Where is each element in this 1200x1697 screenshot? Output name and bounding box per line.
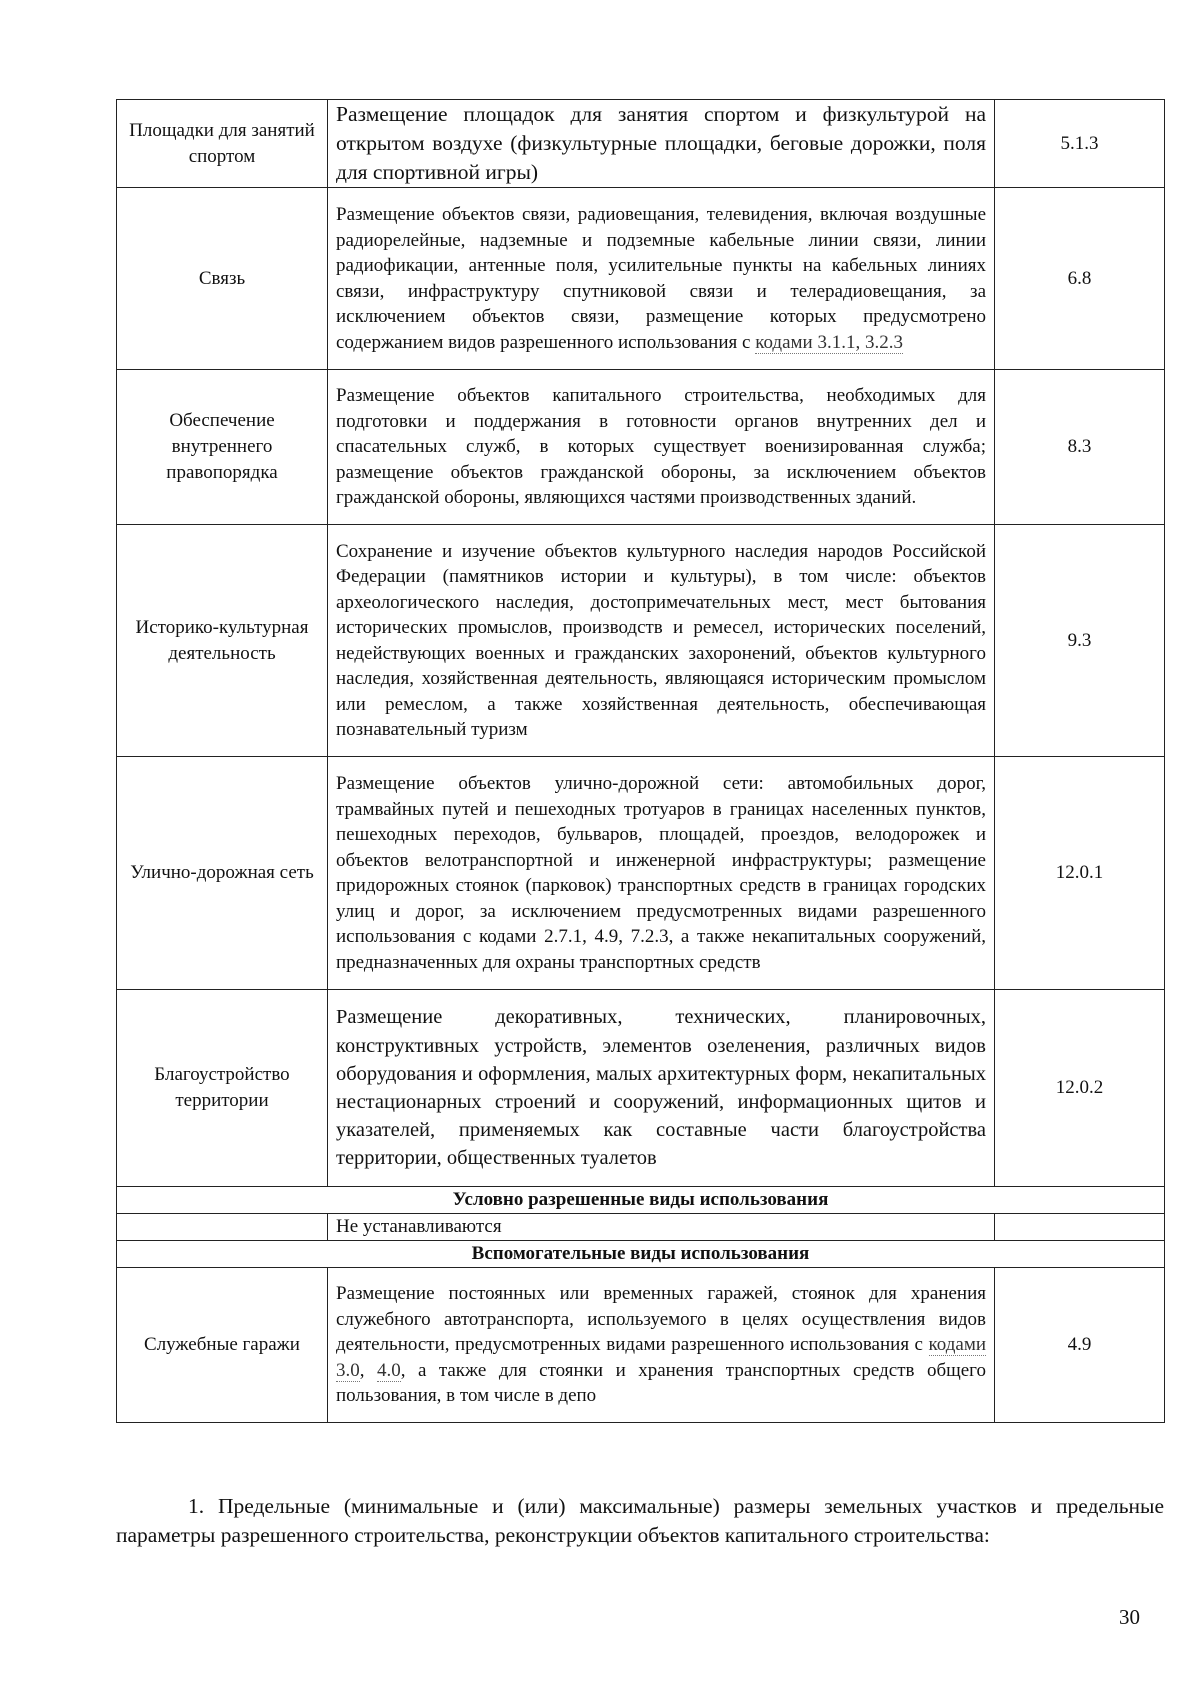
empty-cell (995, 1214, 1165, 1241)
table-row (117, 757, 1165, 990)
use-code: 12.0.1 (995, 757, 1165, 990)
table-row (117, 990, 1165, 1187)
use-name: Историко-культурная деятельность (117, 525, 328, 757)
use-description: Размещение декоративных, технических, планировочных, конструктивных устройств, элементов озеленения, различных видов оборудования и оформления, малых архитектурных форм, некапитальных нестационарных строений и сооружений, информационных щитов и указателей, применяемых как составные части благоустройства территории, общественных туалетов (328, 990, 995, 1187)
table-row (117, 1268, 1165, 1423)
use-code: 5.1.3 (995, 100, 1165, 188)
use-name: Служебные гаражи (117, 1268, 328, 1423)
use-name: Обеспечение внутреннего правопорядка (117, 370, 328, 525)
use-name: Связь (117, 188, 328, 370)
use-description: Размещение объектов капитального строительства, необходимых для подготовки и поддержания в готовности органов внутренних дел и спасательных служб, в которых существует военизированная служба; размещение объектов гражданской обороны, за исключением объектов гражданской обороны, являющихся частями производственных зданий. (328, 370, 995, 525)
land-use-table (116, 99, 1165, 1423)
use-code: 12.0.2 (995, 990, 1165, 1187)
use-name: Площадки для занятий спортом (117, 100, 328, 188)
use-code: 8.3 (995, 370, 1165, 525)
use-description: Не устанавливаются (328, 1214, 995, 1241)
use-name: Благоустройство территории (117, 990, 328, 1187)
use-description-text: Размещение постоянных или временных гаражей, стоянок для хранения служебного автотранспорта, используемого в целях осуществления видов деятельности, предусмотренных видами разрешенного использования с (336, 1283, 986, 1356)
empty-cell (117, 1214, 328, 1241)
use-code: 4.9 (995, 1268, 1165, 1423)
table-row (117, 1214, 1165, 1241)
use-description: Сохранение и изучение объектов культурного наследия народов Российской Федерации (памятников истории и культуры), в том числе: объектов археологического наследия, достопримечательных мест, мест бытования исторических промыслов, производств и ремесел, исторических поселений, недействующих военных и гражданских захоронений, объектов культурного наследия, хозяйственная деятельность, являющаяся историческим промыслом или ремеслом, а также хозяйственная деятельность, обеспечивающая познавательный туризм (328, 525, 995, 757)
table-row (117, 188, 1165, 370)
section-header-row (117, 1187, 1165, 1214)
use-code: 9.3 (995, 525, 1165, 757)
use-code: 6.8 (995, 188, 1165, 370)
use-name: Улично-дорожная сеть (117, 757, 328, 990)
section-header-auxiliary: Вспомогательные виды использования (117, 1241, 1165, 1268)
use-description (328, 1268, 995, 1423)
use-description-text: Размещение объектов связи, радиовещания, телевидения, включая воздушные радиорелейные, надземные и подземные кабельные линии связи, линии радиофикации, антенные поля, усилительные пункты на кабельных линиях связи, инфраструктуру спутниковой связи и телерадиовещания, за исключением объектов связи, размещение которых предусмотрено содержанием видов разрешенного использования с (336, 204, 986, 353)
use-description: Размещение площадок для занятия спортом и физкультурой на открытом воздухе (физкультурные площадки, беговые дорожки, поля для спортивной игры) (328, 100, 995, 188)
use-description: Размещение объектов улично-дорожной сети: автомобильных дорог, трамвайных путей и пешеходных тротуаров в границах населенных пунктов, пешеходных переходов, бульваров, площадей, проездов, велодорожек и объектов велотранспортной и инженерной инфраструктуры; размещение придорожных стоянок (парковок) транспортных средств в границах городских улиц и дорог, за исключением предусмотренных видами разрешенного использования с кодами 2.7.1, 4.9, 7.2.3, а также некапитальных сооружений, предназначенных для охраны транспортных средств (328, 757, 995, 990)
code-reference-link[interactable]: кодами 3.1.1, 3.2.3 (755, 331, 903, 353)
page-number: 30 (1119, 1605, 1140, 1629)
table-row (117, 100, 1165, 188)
numbered-paragraph: 1. Предельные (минимальные и (или) максимальные) размеры земельных участков и предельные параметры разрешенного строительства, реконструкции объектов капитального строительства: (116, 1494, 1164, 1547)
table-row (117, 370, 1165, 525)
separator-text: , (359, 1359, 365, 1381)
use-description-text: , а также для стоянки и хранения транспортных средств общего пользования, в том числе в депо (336, 1359, 986, 1407)
section-header-row (117, 1241, 1165, 1268)
use-description (328, 188, 995, 370)
section-header-conditional: Условно разрешенные виды использования (117, 1187, 1165, 1214)
table-row (117, 525, 1165, 757)
code-reference-link[interactable]: кодами 3.0 (336, 1334, 987, 1381)
code-reference-link[interactable]: 4.0 (376, 1359, 401, 1381)
